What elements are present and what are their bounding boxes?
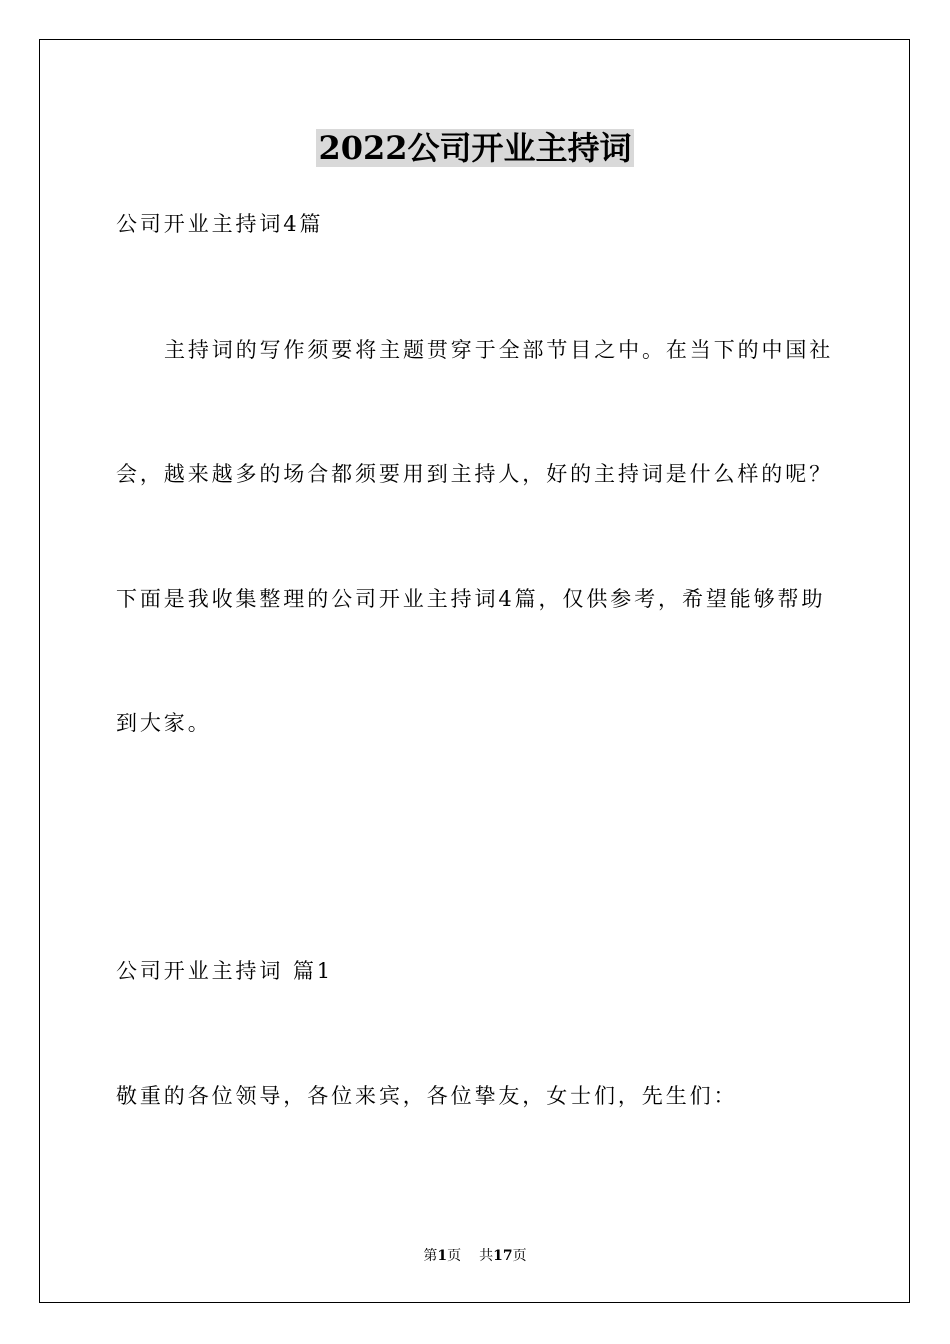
greeting-line: 敬重的各位领导，各位来宾，各位挚友，女士们，先生们：	[116, 1084, 738, 1108]
footer-page-number: 1	[437, 1248, 448, 1264]
intro-line-4: 到大家。	[116, 711, 212, 735]
intro-line-1: 主持词的写作须要将主题贯穿于全部节目之中。在当下的中国社	[164, 338, 834, 362]
page-footer	[0, 1246, 950, 1266]
section-heading: 公司开业主持词 篇1	[116, 959, 334, 983]
intro-line-2: 会，越来越多的场合都须要用到主持人，好的主持词是什么样的呢？	[116, 462, 833, 486]
intro-line-3: 下面是我收集整理的公司开业主持词4篇，仅供参考，希望能够帮助	[116, 587, 826, 611]
footer-total-prefix: 共	[479, 1248, 494, 1264]
footer-total-pages: 17	[493, 1248, 513, 1264]
footer-page-suffix: 页	[447, 1248, 462, 1264]
document-subtitle: 公司开业主持词4篇	[116, 212, 324, 236]
document-title	[0, 126, 950, 170]
footer-total-suffix: 页	[512, 1248, 527, 1264]
footer-page-prefix: 第	[423, 1248, 438, 1264]
document-title-text: 2022公司开业主持词	[318, 129, 632, 167]
